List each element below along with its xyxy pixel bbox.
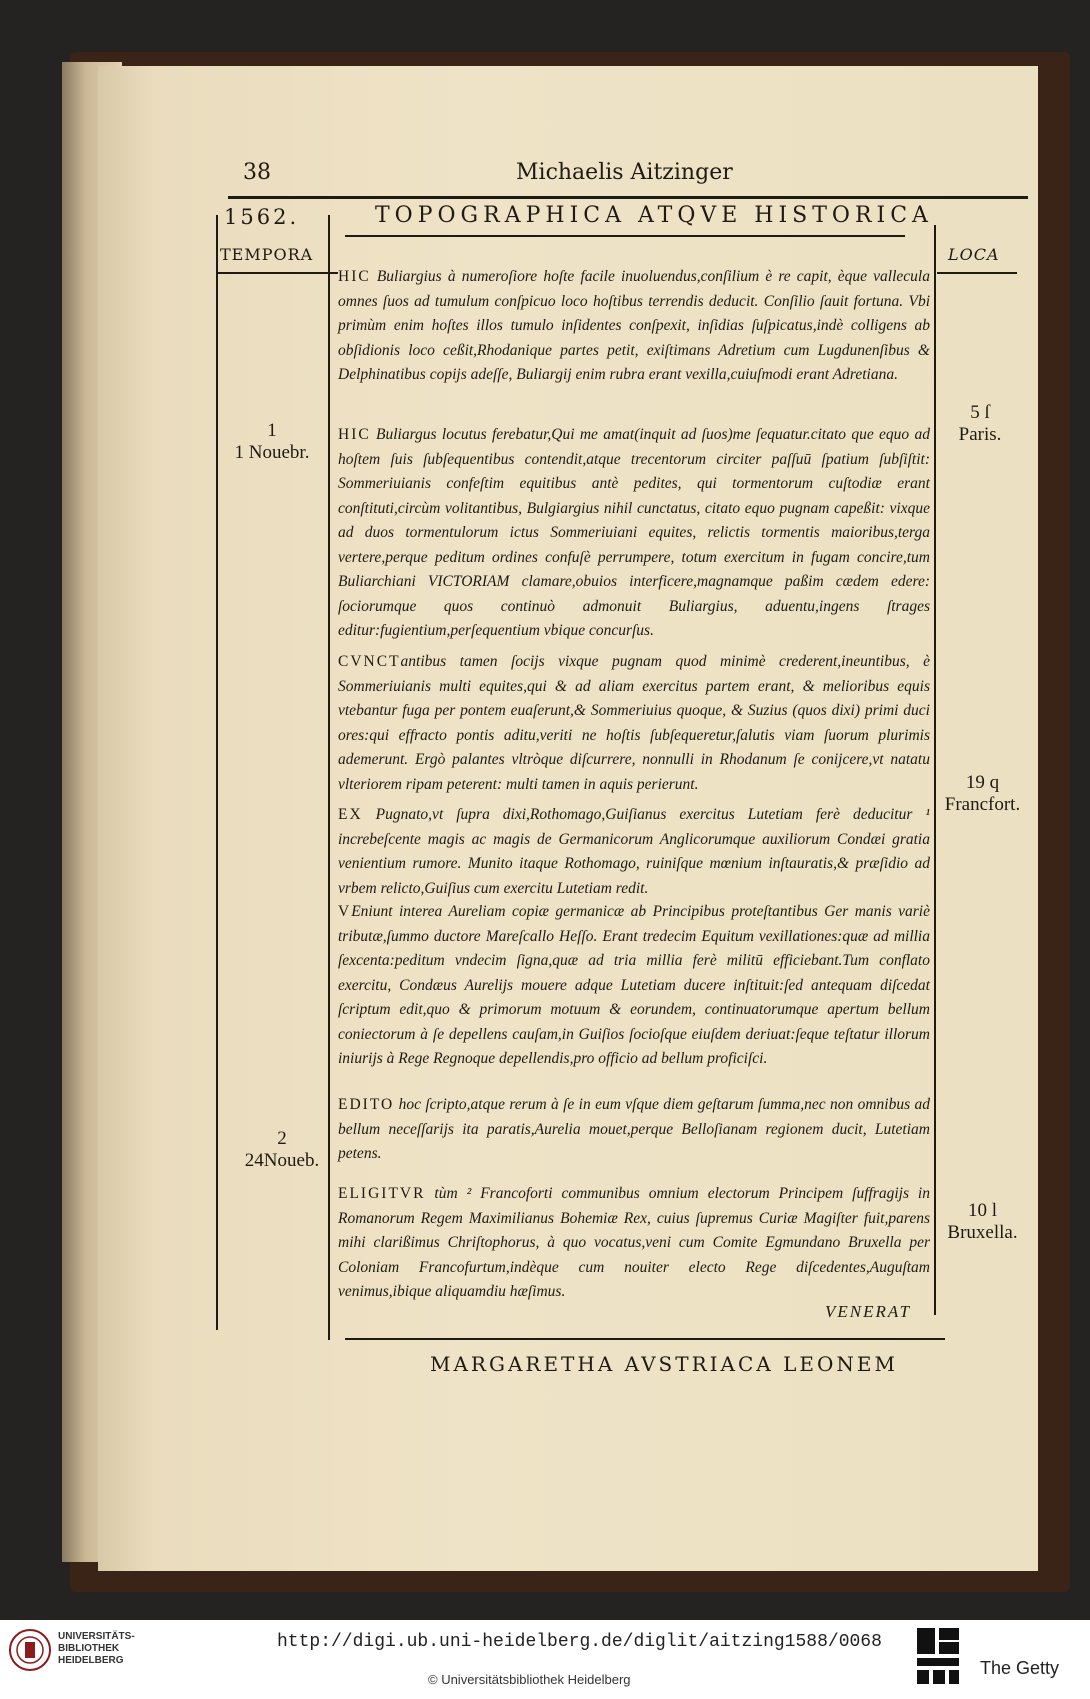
right-column-rule <box>934 225 936 1315</box>
paragraph-2 <box>338 423 930 644</box>
paragraph-5 <box>338 900 930 1072</box>
loca-heading: LOCA <box>948 245 1000 264</box>
permalink[interactable]: http://digi.ub.uni-heidelberg.de/diglit/aitzing1588/0068 <box>277 1632 882 1652</box>
margin-place-1 <box>935 402 1025 446</box>
copyright: © Universitätsbibliothek Heidelberg <box>428 1672 631 1687</box>
university-seal-icon <box>8 1628 52 1672</box>
top-rule <box>228 196 1028 199</box>
catchword: VENERAT <box>825 1302 912 1321</box>
title-rule <box>345 235 905 237</box>
margin-place-3-number: 10 l <box>967 1200 998 1221</box>
loca-rule <box>937 272 1017 274</box>
tempora-heading: TEMPORA <box>220 245 314 264</box>
margin-place-2-text: Francfort. <box>944 794 1021 815</box>
margin-date-1 <box>222 420 322 464</box>
getty-logo-icon <box>915 1626 961 1686</box>
library-line-1: UNIVERSITÄTS- <box>58 1631 135 1642</box>
margin-date-2-text: 24Noueb. <box>244 1150 320 1171</box>
outer-left-rule <box>216 215 218 1330</box>
paragraph-2-lead: HIC <box>338 426 371 443</box>
margin-place-3 <box>935 1200 1030 1244</box>
margin-date-1-number: 1 <box>267 420 277 441</box>
paragraph-6-lead: EDITO <box>338 1096 395 1113</box>
paragraph-7-text: tùm ² Francoforti communibus omnium electorum Principem ſuffragijs in Romanorum Regem Maximilianus Bohemiæ Rex, cuius ſupremus Curiæ Magiſter fuit,parens mihi clarißimus Chriſtophorus, à quo vocatus,veni cum Comite Egmundano Bruxella per Coloniam Francofurtum,indèque cum nouiter electo Rege diſcedentes,Auguſtam venimus,ibique aliquamdiu hæſimus. <box>338 1185 930 1300</box>
paragraph-1 <box>338 265 930 388</box>
library-line-3: HEIDELBERG <box>58 1655 124 1666</box>
page-number: 38 <box>243 160 271 185</box>
paragraph-1-lead: HIC <box>338 268 371 285</box>
page-title: TOPOGRAPHICA ATQVE HISTORICA <box>375 203 933 228</box>
library-line-2: BIBLIOTHEK <box>58 1643 120 1654</box>
margin-place-1-number: 5 ſ <box>970 402 990 423</box>
margin-date-2 <box>232 1128 332 1172</box>
paragraph-4 <box>338 803 930 901</box>
getty-label: The Getty <box>980 1658 1060 1678</box>
margin-place-2 <box>935 772 1030 816</box>
paragraph-5-lead: V <box>338 903 352 920</box>
library-logo-text <box>58 1631 135 1667</box>
paragraph-1-text: Buliargius à numeroſiore hoſte facile inuoluendus,conſilium è re capit, èque vallecula omnes ſuos ad tumulum conſpicuo loco hoſtibus terrendis deducit. Conſilio ſauit fortuna. Vbi primùm enim hoſtes illos tumulo inſidentes conſpexit, inſidias ſuſpicatus,indè colligens ab obſidionis loco ceßit,Rhodanique partes petit, exiſtimans Adretium cum Lugdunenſibus & Delphinatibus copijs adeſſe, Buliargij enim rubra erant vexilla,cuiuſmodi erant Adretiana. <box>338 268 930 383</box>
viewer-footer <box>0 1620 1090 1699</box>
margin-date-2-number: 2 <box>277 1128 287 1149</box>
tempora-rule <box>218 272 338 274</box>
paragraph-3-text: antibus tamen ſocijs vixque pugnam quod minimè crederent,ineuntibus, è Sommeriuianis multi equites,qui & ad aliam exercitus partem erant, & melioribus equis vtebantur fuga per pontem euaſerunt,& Sommeriuius quoque, & Suzius (quos dixi) primi duci ores:qui effracto pontis aditu,veriti ne hoſtis ſubſequeretur,ſalutis viam ſuorum plurimis ademerunt. Ergò palantes vltròque diſcurrere, nonnulli in Rhodanum ſe conijcere,vt natatu vlteriorem ripam peterent: multi tamen in aquis perierunt. <box>338 653 930 793</box>
bottom-rule <box>345 1338 945 1340</box>
paragraph-3-lead: CVNCT <box>338 653 401 670</box>
paragraph-7-lead: ELIGITVR <box>338 1185 426 1202</box>
margin-place-1-text: Paris. <box>958 424 1002 445</box>
paragraph-6 <box>338 1093 930 1167</box>
paragraph-3 <box>338 650 930 797</box>
paragraph-6-text: hoc ſcripto,atque rerum à ſe in eum vſque diem geſtarum ſumma,nec non omnibus ad bellum neceſſarijs ita paratis,Aurelia mouet,perque Belloſianam regionem ducit, Lutetiam petens. <box>338 1096 930 1162</box>
paragraph-7 <box>338 1182 930 1305</box>
running-head-author: Michaelis Aitzinger <box>516 160 733 185</box>
running-footer: MARGARETHA AVSTRIACA LEONEM <box>430 1352 898 1376</box>
margin-place-3-text: Bruxella. <box>947 1222 1018 1243</box>
year: 1562. <box>224 205 300 229</box>
margin-date-1-text: 1 Nouebr. <box>234 442 310 463</box>
paragraph-2-text: Buliargus locutus ferebatur,Qui me amat(inquit ad ſuos)me ſequatur.citato que equo ad hoſtem ſuis ſubſequentibus contendit,atque trecentorum circiter paſſuū ſpatium ſubſiſtit: Sommeriuianis confeſtim equitibus antè pedites, qui tormentorum cuſtodiæ erant conſtituti,circùm volitantibus, Bulgiargius nihil cunctatus, citato equo pugnam capeßit: vixque ad duos tormentulorum ictus Sommeriuiani equites, relictis tormentis maioribus,terga vertere,perque peditum ordines confuſè perrumpere, totum exercitum in fugam concire,tum Buliarchiani VICTORIAM clamare,obuios interficere,magnamque paßim cædem edere: ſociorumque quos continuò admonuit Buliargius, aduentu,ingens ſtrages editur:fugientium,perſequentium vbique concurſus. <box>338 426 930 639</box>
margin-place-2-number: 19 q <box>965 772 1000 793</box>
paragraph-5-text: Eniunt interea Aureliam copiæ germanicæ ab Principibus proteſtantibus Ger manis variè tributæ,ſummo ductore Mareſcallo Heſſo. Erant tredecim Equitum vexillationes:quæ ad millia ſexcenta:peditum vndecim ſigna,quæ ad tria millia ferè militū efficiebant.Tum conflato exercitu, Condæus Aurelijs mouere adque Lutetiam ducere inſtituit:ſed antequam diſcedat ſcriptum edit,quo & primorum motuum & eorundem, continuatorumque apertum bellum coniectorum à ſe depellens cauſam,in Guiſios ſocioſque eiuſdem deriuat:ſeque teſtatur illorum iniurijs à Rege Regnoque depellendis,pro officio ad bellum proficiſci. <box>338 903 930 1067</box>
paragraph-4-text: Pugnato,vt ſupra dixi,Rothomago,Guiſianus exercitus Lutetiam ferè deducitur ¹ increbeſcente magis ac magis de Germanicorum Anglicorumque auxiliorum Condæi gratia venientium rumore. Munito itaque Rothomago, ruiniſque mœnium inſtauratis,& præſidio ad vrbem relicto,Guiſius cum exercitu Lutetiam redit. <box>338 806 930 897</box>
paragraph-4-lead: EX <box>338 806 363 823</box>
